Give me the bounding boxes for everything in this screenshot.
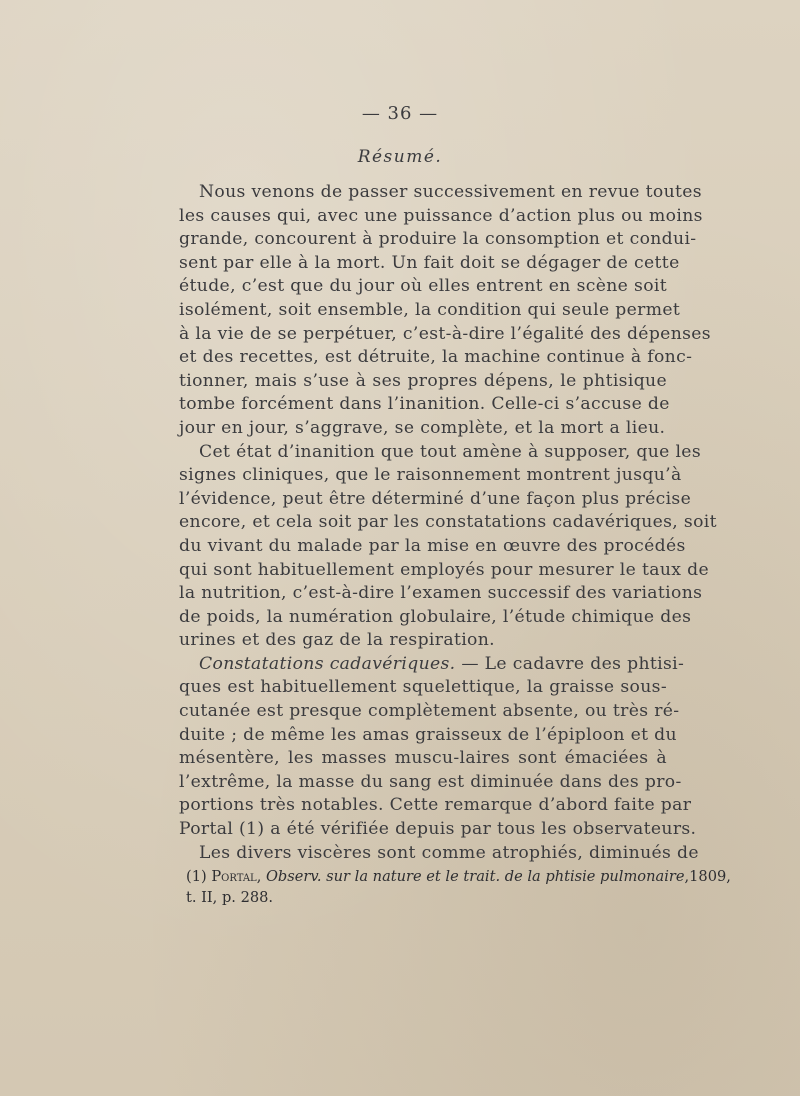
text-line: grande, concourent à produire la consomption et condui- bbox=[179, 229, 697, 250]
text-line: tionner, mais s’use à ses propres dépens, le phtisique bbox=[179, 370, 667, 391]
text-line: et des recettes, est détruite, la machine continue à fonc- bbox=[179, 347, 693, 368]
text-line: Nous venons de passer successivement en revue toutes bbox=[199, 182, 702, 202]
text-line: l’extrême, la masse du sang est diminuée dans des pro- bbox=[179, 771, 682, 792]
text-line: jour en jour, s’aggrave, se complète, et la mort a lieu. bbox=[179, 417, 666, 438]
footnote-line: t. II, p. 288. bbox=[186, 889, 274, 906]
text-line: mésentère, les masses muscu-laires sont émaciées à bbox=[179, 748, 667, 769]
text-line: isolément, soit ensemble, la condition qui seule permet bbox=[179, 299, 681, 320]
text-line: qui sont habituellement employés pour mesurer le taux de bbox=[179, 559, 709, 580]
footnote-line bbox=[186, 866, 731, 887]
text-line: cutanée est presque complètement absente, ou très ré- bbox=[179, 701, 680, 722]
text-line: Portal (1) a été vérifiée depuis par tous les observateurs. bbox=[179, 819, 697, 840]
text-line: urines et des gaz de la respiration. bbox=[179, 630, 495, 651]
page-number: — 36 — bbox=[361, 103, 439, 124]
footnote-sep: , bbox=[256, 868, 262, 885]
text-line: de poids, la numération globulaire, l’étude chimique des bbox=[179, 606, 692, 627]
text-line: duite ; de même les amas graisseux de l’épiploon et du bbox=[179, 724, 677, 745]
text-line: à la vie de se perpétuer, c’est-à-dire l’égalité des dépenses bbox=[179, 323, 711, 344]
footnote-author: Portal bbox=[211, 868, 257, 885]
text-line: étude, c’est que du jour où elles entrent en scène soit bbox=[179, 276, 667, 297]
body-text bbox=[179, 181, 717, 865]
text-line: tombe forcément dans l’inanition. Celle-ci s’accuse de bbox=[179, 394, 670, 415]
footnote-title: Observ. sur la nature et le trait. de la phtisie pulmonaire bbox=[265, 868, 685, 885]
subheading-italic: Constatations cadavériques. bbox=[199, 653, 456, 674]
text-line: les causes qui, avec une puissance d’action plus ou moins bbox=[179, 205, 703, 226]
text-line: Cet état d’inanition que tout amène à supposer, que les bbox=[199, 441, 701, 462]
section-title: Résumé. bbox=[357, 147, 443, 167]
text-line bbox=[179, 653, 685, 677]
text-line: signes cliniques, que le raisonnement montrent jusqu’à bbox=[179, 465, 682, 486]
text-line: portions très notables. Cette remarque d’abord faite par bbox=[179, 795, 692, 816]
footnote-year: ,1809, bbox=[684, 868, 731, 885]
text-line: Les divers viscères sont comme atrophiés, diminués de bbox=[199, 842, 699, 863]
text-line: du vivant du malade par la mise en œuvre des procédés bbox=[179, 535, 686, 556]
text-line: encore, et cela soit par les constatations cadavériques, soit bbox=[179, 512, 717, 533]
text-line: ques est habituellement squelettique, la graisse sous- bbox=[179, 677, 667, 698]
footnote-marker: (1) bbox=[186, 868, 207, 885]
text-line: l’évidence, peut être déterminé d’une façon plus précise bbox=[179, 488, 692, 509]
footnote bbox=[186, 866, 731, 908]
text-fragment: — Le cadavre des phtisi- bbox=[455, 653, 685, 674]
text-line: sent par elle à la mort. Un fait doit se dégager de cette bbox=[179, 252, 680, 273]
text-line: la nutrition, c’est-à-dire l’examen successif des variations bbox=[179, 583, 703, 604]
